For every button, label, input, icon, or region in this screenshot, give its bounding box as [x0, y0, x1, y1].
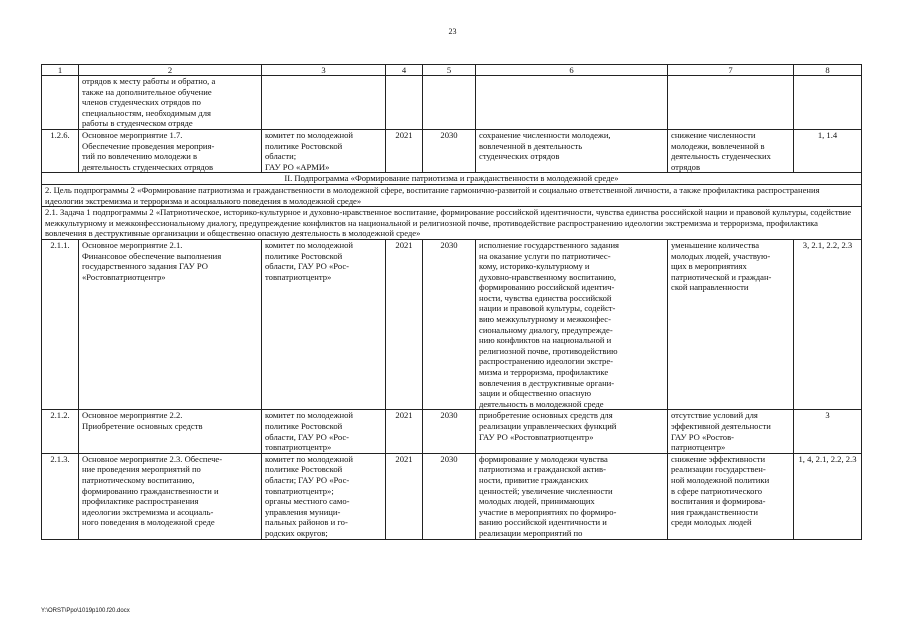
subprogram-row: [42, 173, 862, 185]
row-id: [42, 76, 79, 130]
header-cell: 6: [476, 65, 668, 76]
row-executor: [262, 76, 386, 130]
row-name: Основное мероприятие 2.1. Финансовое обеспечение выполнения государственного задания ГАУ РО «Ростовпатриотцентр»: [79, 239, 262, 410]
row-result: формирование у молодежи чувства патриотизма и гражданской актив- ности, привитие гражданских ценностей; увеличение численности молодых людей, принимающих участие в мероприятиях по формиро- ванию российской идентичности и реализации мероприятий по: [476, 453, 668, 539]
header-cell: 4: [386, 65, 423, 76]
row-result: [476, 76, 668, 130]
row-name: отрядов к месту работы и обратно, а также на дополнительное обучение членов студенческих отрядов по специальностям, необходимым для работы в студенческом отряде: [79, 76, 262, 130]
row-start: 2021: [386, 239, 423, 410]
row-executor: комитет по молодежной политике Ростовской области, ГАУ РО «Рос- товпатриотцентр»: [262, 410, 386, 453]
goal-text: 2. Цель подпрограммы 2 «Формирование патриотизма и гражданственности в молодежной сфере, воспитание гармонично-развитой и социально ответственной личности, а также профилактика распространения идеологии экстремизма и терроризма и асоциального поведения в молодежной среде»: [42, 184, 862, 206]
task-row: [42, 207, 862, 240]
header-cell: 7: [668, 65, 794, 76]
row-name: Основное мероприятие 2.2. Приобретение основных средств: [79, 410, 262, 453]
row-id: 2.1.3.: [42, 453, 79, 539]
row-executor: комитет по молодежной политике Ростовской области, ГАУ РО «Рос- товпатриотцентр»: [262, 239, 386, 410]
table-row: [42, 239, 862, 410]
row-link: 3: [794, 410, 862, 453]
task-text: 2.1. Задача 1 подпрограммы 2 «Патриотическое, историко-культурное и духовно-нравственное воспитание, формирование российской идентичности, чувства единства российской нации и правовой культуры, содействие межкультурному и межконфессиональному диалогу, предупреждение конфликтов на национальной и религиозной почве, противодействие распространению идеологии экстремизма и терроризма, профилактика вовлечения в деструктивные организации и общественно опасную деятельность в молодежной среде»: [42, 207, 862, 240]
page-number: 23: [448, 27, 457, 36]
row-executor: комитет по молодежной политике Ростовской области; ГАУ РО «АРМИ»: [262, 129, 386, 172]
table-row: [42, 410, 862, 453]
row-result: исполнение государственного задания на оказание услуги по патриотичес- кому, историко-культурному и духовно-нравственному воспитанию, формированию российской идентич- ности, чувства единства российской нации и правовой культуры, содейст- вию межкультурному и межконфес- сиональному диалогу, предупрежде- нию конфликтов на национальной и религиозной почве, противодействию распространению идеологии экстре- мизма и терроризма, профилактике вовлечения в деструктивные органи- зации и общественно опасную деятельность в молодежной среде: [476, 239, 668, 410]
row-consequence: уменьшение количества молодых людей, участвую- щих в мероприятиях патриотической и граждан- ской направленности: [668, 239, 794, 410]
header-cell: 2: [79, 65, 262, 76]
row-executor: комитет по молодежной политике Ростовской области; ГАУ РО «Рос- товпатриотцентр»; органы местного само- управления муници- пальных районов и го- родских округов;: [262, 453, 386, 539]
file-path: Y:\ORST\Ppo\1019p100.f20.docx: [41, 608, 130, 614]
row-consequence: снижение эффективности реализации государствен- ной молодежной политики в сфере патриотического воспитания и формирова- ния гражданственности среди молодых людей: [668, 453, 794, 539]
row-id: 1.2.6.: [42, 129, 79, 172]
row-end: 2030: [423, 239, 476, 410]
row-name: Основное мероприятие 1.7. Обеспечение проведения мероприя- тий по вовлечению молодежи в деятельность студенческих отрядов: [79, 129, 262, 172]
row-link: 3, 2.1, 2.2, 2.3: [794, 239, 862, 410]
row-start: [386, 76, 423, 130]
row-consequence: [668, 76, 794, 130]
goal-row: [42, 184, 862, 206]
row-end: [423, 76, 476, 130]
row-name: Основное мероприятие 2.3. Обеспече- ние проведения мероприятий по патриотическому воспитанию, формированию гражданственности и профилактике распространения идеологии экстремизма и асоциаль- ного поведения в молодежной среде: [79, 453, 262, 539]
header-cell: 1: [42, 65, 79, 76]
row-start: 2021: [386, 453, 423, 539]
table-row: [42, 76, 862, 130]
row-start: 2021: [386, 410, 423, 453]
header-cell: 3: [262, 65, 386, 76]
row-start: 2021: [386, 129, 423, 172]
table-row: [42, 129, 862, 172]
row-consequence: снижение численности молодежи, вовлеченной в деятельность студенческих отрядов: [668, 129, 794, 172]
table-row: [42, 453, 862, 539]
row-id: 2.1.2.: [42, 410, 79, 453]
row-end: 2030: [423, 410, 476, 453]
header-cell: 5: [423, 65, 476, 76]
row-link: [794, 76, 862, 130]
row-link: 1, 4, 2.1, 2.2, 2.3: [794, 453, 862, 539]
measures-table: [41, 64, 862, 540]
row-end: 2030: [423, 129, 476, 172]
row-result: сохранение численности молодежи, вовлеченной в деятельность студенческих отрядов: [476, 129, 668, 172]
row-end: 2030: [423, 453, 476, 539]
header-cell: 8: [794, 65, 862, 76]
row-id: 2.1.1.: [42, 239, 79, 410]
header-row: [42, 65, 862, 76]
row-result: приобретение основных средств для реализации управленческих функций ГАУ РО «Ростовпатриотцентр»: [476, 410, 668, 453]
row-link: 1, 1.4: [794, 129, 862, 172]
subprogram-title: II. Подпрограмма «Формирование патриотизма и гражданственности в молодежной среде»: [42, 173, 862, 185]
row-consequence: отсутствие условий для эффективной деятельности ГАУ РО «Ростов- патриотцентр»: [668, 410, 794, 453]
